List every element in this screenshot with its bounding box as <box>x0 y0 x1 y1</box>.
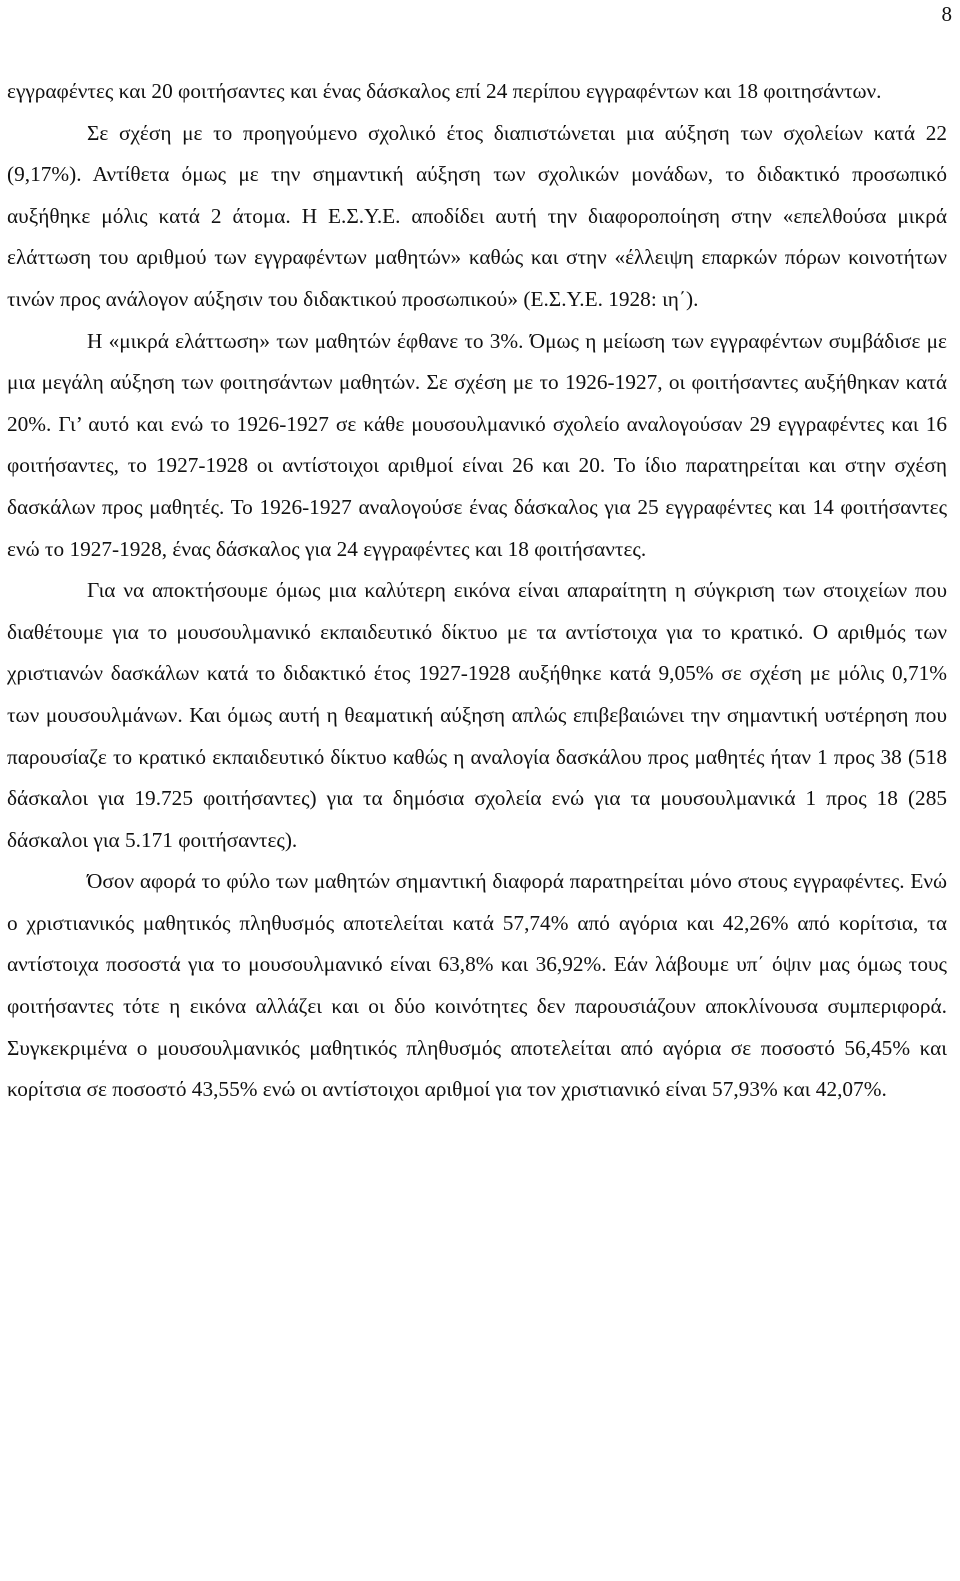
paragraph-4: Για να αποκτήσουμε όμως μια καλύτερη εικόνα είναι απαραίτητη η σύγκριση των στοιχείων που διαθέτουμε για το μουσουλμανικό εκπαιδευτικό δίκτυο με τα αντίστοιχα για το κρατικό. Ο αριθμός των χριστιανών δασκάλων κατά το διδακτικό έτος 1927-1928 αυξήθηκε κατά 9,05% σε σχέση με μόλις 0,71% των μουσουλμάνων. Και όμως αυτή η θεαματική αύξηση απλώς επιβεβαιώνει την σημαντική υστέρηση που παρουσίαζε το κρατικό εκπαιδευτικό δίκτυο καθώς η αναλογία δασκάλου προς μαθητές ήταν 1 προς 38 (518 δάσκαλοι για 19.725 φοιτήσαντες) για τα δημόσια σχολεία ενώ για τα μουσουλμανικά 1 προς 18 (285 δάσκαλοι για 5.171 φοιτήσαντες). <box>7 578 947 852</box>
paragraph-5: Όσον αφορά το φύλο των μαθητών σημαντική διαφορά παρατηρείται μόνο στους εγγραφέντες. Ενώ ο χριστιανικός μαθητικός πληθυσμός αποτελείται κατά 57,74% από αγόρια και 42,26% από κορίτσια, τα αντίστοιχα ποσοστά για το μουσουλμανικό είναι 63,8% και 36,92%. Εάν λάβουμε υπ΄ όψιν μας όμως τους φοιτήσαντες τότε η εικόνα αλλάζει και οι δύο κοινότητες δεν παρουσιάζουν αποκλίνουσα συμπεριφορά. Συγκεκριμένα ο μουσουλμανικός μαθητικός πληθυσμός αποτελείται από αγόρια σε ποσοστό 56,45% και κορίτσια σε ποσοστό 43,55% ενώ οι αντίστοιχοι αριθμοί για τον χριστιανικό είναι 57,93% και 42,07%. <box>7 869 947 1102</box>
paragraph-2: Σε σχέση με το προηγούμενο σχολικό έτος διαπιστώνεται μια αύξηση των σχολείων κατά 22 (9,17%). Αντίθετα όμως με την σημαντική αύξηση των σχολικών μονάδων, το διδακτικό προσωπικό αυξήθηκε μόλις κατά 2 άτομα. Η Ε.Σ.Υ.Ε. αποδίδει αυτή την διαφοροποίηση στην «επελθούσα μικρά ελάττωση του αριθμού των εγγραφέντων μαθητών» καθώς και στην «έλλειψη επαρκών πόρων κοινοτήτων τινών προς ανάλογον αύξησιν του διδακτικού προσωπικού» (Ε.Σ.Υ.Ε. 1928: ιη΄). <box>7 120 947 311</box>
document-body <box>7 71 947 1111</box>
page-number: 8 <box>941 2 952 26</box>
paragraph-1: εγγραφέντες και 20 φοιτήσαντες και ένας δάσκαλος επί 24 περίπου εγγραφέντων και 18 φοιτησάντων. <box>7 79 882 103</box>
paragraph-3: Η «μικρά ελάττωση» των μαθητών έφθανε το 3%. Όμως η μείωση των εγγραφέντων συμβάδισε με μια μεγάλη αύξηση των φοιτησάντων μαθητών. Σε σχέση με το 1926-1927, οι φοιτήσαντες αυξήθηκαν κατά 20%. Γι’ αυτό και ενώ το 1926-1927 σε κάθε μουσουλμανικό σχολείο αναλογούσαν 29 εγγραφέντες και 16 φοιτήσαντες, το 1927-1928 οι αντίστοιχοι αριθμοί είναι 26 και 20. Το ίδιο παρατηρείται και στην σχέση δασκάλων προς μαθητές. Το 1926-1927 αναλογούσε ένας δάσκαλος για 25 εγγραφέντες και 14 φοιτήσαντες ενώ το 1927-1928, ένας δάσκαλος για 24 εγγραφέντες και 18 φοιτήσαντες. <box>7 328 947 561</box>
